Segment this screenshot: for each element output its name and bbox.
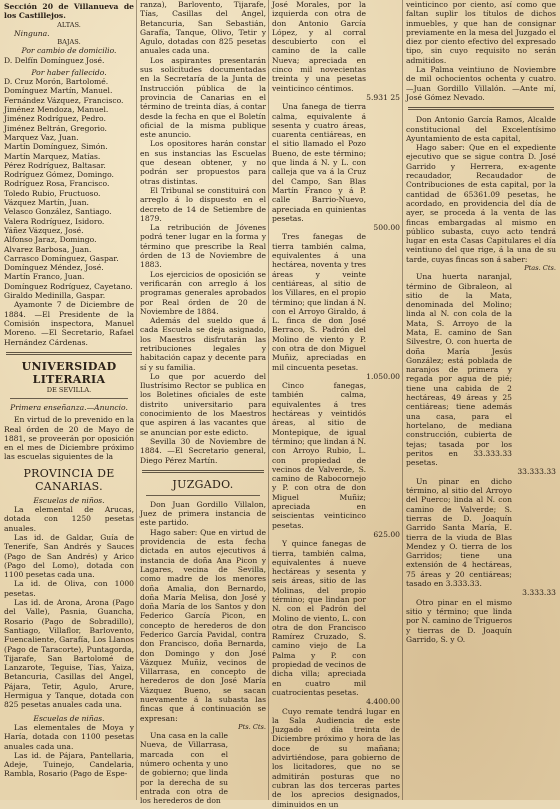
fallecido-name: Rodríguez Gómez, Domingo. — [4, 170, 114, 180]
fallecido-name: Carrasco Domínguez, Gaspar. — [4, 253, 119, 263]
altas-heading: ALTAS. — [57, 20, 81, 29]
column-rule — [136, 0, 137, 800]
fallecido-name: D. Cruz Morón, Bartolomé. — [4, 77, 109, 87]
divider — [146, 495, 260, 496]
paragraph: Además del sueldo que á cada Escuela se deja asignado, los Maestros disfrutarán las retribuciones legales y habitación capaz y decente para sí y su familia. — [140, 316, 266, 372]
divider — [408, 107, 554, 110]
column-4 — [406, 0, 556, 800]
paragraph: ranza), Barlovento, Tijarafe, Tías, Casillas del Angel, Betancuria, San Sebastián, Garafía, Tanque, Olivo, Tetir y Agulo, dotadas con 825 pesetas anuales cada una. — [140, 0, 266, 56]
paragraph: La Palma veintiuno de Noviembre de mil ochocientos ochenta y cuatro. —Juan Gordillo Villalón. —Ante mí, José Gómez Nevado. — [406, 65, 556, 102]
column-1 — [4, 0, 134, 800]
paragraph: José Morales, por la izquierda con otra de don Antonio García López, y al corral descubierto con el camino de la calle Nueva; apreciada en cinco mil novecientas treinta y una pesetas veinticinco céntimos. — [272, 0, 366, 93]
fallecido-name: Toledo Rubio, Fructuoso. — [4, 188, 101, 198]
paragraph: Tres fanegas de tierra también calma, equivalentes á una hectárea, noventa y tres áreas y veinte centiáreas, al sitio de los Villares, en el propio término; que lindan á N. con el Arroyo Giraldo, á L. finca de don José Berraco, S. Padrón del Molino de viento y P. con otra de don Miguel Muñiz, apreciadas en mil cincuenta pesetas. — [272, 232, 366, 372]
column-rule — [268, 0, 269, 800]
paragraph: Los aspirantes presentarán sus solicitudes documentadas en la Secretaría de la Junta de Instrucción pública de la provincia de Canarias en el término de treinta días, á contar desde la fecha en que el Boletín oficial de la misma publique este anuncio. — [140, 55, 266, 140]
paragraph: Lo que por acuerdo del Ilustrísimo Rector se publica en los Boletines oficiales de este distrito universitario para conocimiento de los Maestros que aspiren á las vacantes que se anuncian por este edicto. — [140, 371, 266, 437]
fallecido-name: Martín Domínguez, Simón. — [4, 142, 108, 152]
university-subtitle: Primera enseñanza.—Anuncio. — [10, 403, 128, 412]
divider — [10, 398, 128, 399]
amount: 500.00 — [373, 223, 400, 233]
paragraph: Una fanega de tierra calma, equivalente á sesenta y cuatro áreas, cuarenta centiáreas, en el sitio llamado el Pozo Bueno, de este término; que linda á N. y L. con calleja que va á la Cruz del Campo, San Blas Martín Franco y á P. calle Barrio-Nuevo, apreciada en quinientas pesetas. — [272, 102, 366, 223]
fallecido-name: Jiménez Rodríguez, Pedro. — [4, 114, 106, 124]
paragraph: Cuyo remate tendrá lugar en la Sala Audiencia de este Juzgado el día treinta de Diciembre próximo y hora de las doce de su mañana; advirtiéndose, para gobierno de los licitadores, que no se admitirán posturas que no cubran las dos terceras partes de los aprecios designados, diminuidos en un — [272, 706, 400, 809]
column-3 — [272, 0, 400, 809]
paragraph: Hago saber: Que en virtud de providencia de esta fecha dictada en autos ejecutivos á instancia de doña Ana Picon y Lagares, vecina de Sevilla, como madre de los menores doña Amalia, don Bernardo, doña María Melisa, don José y doña María de los Santos y don Federico García Picon, en concepto de herederos de don Federico García Pavidal, contra don Francisco, doña Bernarda, don Domingo y don José Vázquez Muñiz, vecinos de Villarrasa, en concepto de herederos de don José María Vázquez Bueno, se sacan nuevamente á la subasta las fincas que á continuación se expresan: — [140, 527, 266, 723]
university-title: UNIVERSIDAD LITERARIA — [21, 359, 117, 386]
paragraph: Don Antonio García Ramos, Alcalde constitucional del Excelentísimo Ayuntamiento de esta capital, — [406, 115, 556, 143]
paragraph: Una huerta naranjal, término de Gibraleon, al sitio de la Mata, denominada del Molino; linda al N. con cola de la Mata, S. Arroyo de la Mata, E. camino de San Silvestre, O. con huerta de doña María Jesús González; está poblada de naranjos de primera y regada por agua de pié; tiene una cabida de 2 hectáreas, 49 áreas y 25 centiáreas; tiene además una casa, para el hortelano, de mediana construcción, cubierta de tejas; tasada por los peritos en 33.333.33 pesetas. — [406, 272, 512, 468]
paragraph: Una casa en la calle Nueva, de Villarrasa, marcada con el número ochenta y uno de gobierno; que linda por la derecha de su entrada con otra de los herederos de don — [140, 731, 228, 806]
fallecido-name: Fernández Vázquez, Francisco. — [4, 95, 124, 105]
school-item: La elemental de Arucas, dotada con 1250 pesetas anuales. — [4, 505, 134, 533]
fallecido-reason: Por haber fallecido. — [31, 67, 107, 77]
ninos-heading: Escuelas de niños. — [33, 495, 105, 505]
fallecido-name: Domínguez Méndez, José. — [4, 263, 104, 273]
amount: 3.333.33 — [522, 588, 556, 598]
divider — [142, 470, 264, 473]
amount: 5.931 25 — [366, 92, 400, 102]
fallecido-name: Jiménez Beltrán, Gregorio. — [4, 123, 107, 133]
ninas-heading: Escuelas de niñas. — [33, 713, 105, 723]
paragraph: El Tribunal se constituirá con arreglo á lo dispuesto en el decreto de 14 de Setiembre de 1879. — [140, 185, 266, 223]
bajas-heading: BAJAS. — [57, 38, 81, 47]
school-item: Las id. de Galdar, Guía de Tenerife, San Andrés y Sauces (Pago de San Andrés) y Arico (Pago del Lomo), dotada con 1100 pesetas cada una. — [4, 532, 134, 580]
fallecido-name: Vázquez Martín, Juan. — [4, 198, 89, 208]
fallecidos-list — [4, 77, 134, 300]
fallecido-name: Marquez Vaz, Juan. — [4, 132, 79, 142]
bajas-reason: Por cambio de domicilio. — [21, 46, 117, 56]
amount: 1.050.00 — [366, 371, 400, 381]
school-item: Las id. de Arona, Arona (Pago del Valle), Pasnia, Guancha, Rosario (Pago de Sobradillo), Santiago, Villaflor, Barlovento, Fuencaliente, Garafía, Los Llanos (Pago de Taracorte), Puntagorda, Tijarafe, San Bartolomé de Lanzarote, Teguise, Tías, Yaiza, Betancuria, Casillas del Angel, Pájara, Tetir, Agulo, Arure, Hermigua y Tanque, dotada con 825 pesetas anuales cada una. — [4, 598, 134, 710]
paragraph: Un pinar en dicho término, al sitio del Arroyo del Puerco; linda al N. con camino de Valverde; S. tierras de D. Joaquín Garrido Santa María, E. tierra de la viuda de Blas Mendez y O. tierra de los Garridos; tiene una extensión de 4 hectáreas, 75 áreas y 20 centiáreas; tasado en 3.333.33. — [406, 476, 512, 589]
fallecido-name: Martín Marquez, Matías. — [4, 151, 101, 161]
column-rule — [402, 0, 403, 800]
amount: 625.00 — [373, 529, 400, 539]
juzgado-title: JUZGADO. — [172, 477, 234, 491]
university-body: En virtud de lo prevenido en la Real órden de 20 de Mayo de 1881, se proveerán por oposición en el mes de Diciembre próximo las escuelas siguientes de la — [4, 415, 134, 462]
paragraph: Los opositores harán constar en sus instancias las Escuelas que desean obtener, y no podrán ser propuestos para otras distintas. — [140, 139, 266, 186]
amount: 4.400.00 — [366, 697, 400, 707]
paragraph: veinticinco por ciento, así como que faltan suplir los títulos de dichos inmuebles, y que han de consignar previamente en la mesa del Juzgado el diez por ciento efectivo del expresado tipo, sin cuyo requisito no serán admitidos. — [406, 0, 556, 65]
fallecido-name: Alvarez Barbosa, Juan. — [4, 244, 92, 254]
paragraph: Don Juan Gordillo Villalon, Juez de primera instancia de este partido. — [140, 499, 266, 528]
ninos-list — [4, 505, 134, 710]
paragraph: Hago saber: Que en el expediente ejecutivo que se sigue contra D. José Garrido y Herrera, ex-agente recaudador, Recaudador de Contribuciones de esta capital, por la cantidad de 65361.09 pesetas, he acordado, en providencia del día de ayer, se proceda á la venta de las fincas embargadas al mismo en público subasta, cuyo acto tendrá lugar en esta Casas Capitulares el día veintiuno del que rige, á la una de su tarde, cuyas fincas son á saber: — [406, 143, 556, 264]
fallecido-name: Pérez Rodríguez, Baltasar. — [4, 160, 106, 170]
paragraph: Otro pinar en el mismo sitio y término; que linda por N. camino de Trigueros y tierras de D. Joaquín Garrido, S. y O. — [406, 597, 512, 644]
fallecido-name: Domínguez Rodríguez, Cayetano. — [4, 281, 133, 291]
closing-text: Ayamonte 7 de Diciembre de 1884. —El Presidente de la Comisión inspectora, Manuel Moreno. —El Secretario, Rafael Hernández Cárdenas. — [4, 300, 134, 347]
fallecido-name: Jiménez Mendoza, Manuel. — [4, 105, 109, 115]
fallecido-name: Domínguez Martín, Manuel. — [4, 86, 113, 96]
ninas-list — [4, 723, 134, 779]
bajas-name: D. Delfín Domínguez José. — [4, 55, 105, 65]
school-item: Las elementales de Moya y Haría, dotada con 1100 pesetas anuales cada una. — [4, 722, 134, 751]
fallecido-name: Velasco González, Santiago. — [4, 207, 112, 217]
province-title: PROVINCIA DE CANARIAS. — [23, 466, 115, 493]
section-heading: Sección 20 de Villanueva de los Castillejos. — [4, 2, 134, 21]
paragraph: Cinco fanegas, también calma, equivalentes á tres hectáreas y veintidós áreas, al sitio de Montepique, de igual término; que lindan á N. con Arroyo Rubio, L. con propiedad de vecinos de Valverde, S. camino de Rabocornejo y P. con otra de don Miguel Muñiz; apreciada en seiscientas veinticinco pesetas. — [272, 381, 366, 530]
currency-header: Pts. Cts. — [238, 722, 266, 731]
column-2 — [140, 0, 266, 806]
closing-text: Sevilla 30 de Noviembre de 1884. —El Secretario general, Diego Pérez Martín. — [140, 436, 266, 465]
fallecido-name: Martín Franco, Juan. — [4, 272, 85, 282]
amount: 33.333.33 — [517, 467, 556, 477]
currency-header: Ptas. Cts. — [524, 264, 556, 273]
divider — [6, 352, 132, 355]
university-city: DE SEVILLA. — [46, 385, 92, 394]
altas-text: Ninguna. — [14, 28, 50, 38]
fallecido-name: Yáñez Vázquez, José. — [4, 225, 84, 235]
paragraph: Y quince fanegas de tierra, también calma, equivalentes á nueve hectáreas y sesenta y seis áreas, sitio de las Molinas, del propio término; que lindan por N. con el Padrón del Molino de viento, L. con otra de don Francisco Ramírez Cruzado, S. camino viejo de La Palma y P. con propiedad de vecinos de dicha villa; apreciada en cuatro mil cuatrocientas pesetas. — [272, 539, 366, 697]
school-item: La id. de Oliva, con 1000 pesetas. — [4, 579, 134, 598]
fallecido-name: Valera Rodríguez, Isidoro. — [4, 216, 105, 226]
fallecido-name: Alfonso Jaraz, Domingo. — [4, 235, 97, 245]
paragraph: La retribución de Jóvenes podrá tener lugar en la forma y término que prescribe la Real órden de 13 de Noviembre de 1883. — [140, 223, 266, 270]
fallecido-name: Rodríguez Rosa, Francisco. — [4, 179, 110, 189]
school-item: Las id. de Pájara, Pantellaria, Adeje, Tuinejo, Candelaria, Rambla, Rosario (Pago de Espe- — [4, 750, 134, 779]
fallecido-name: Giraldo Medinilla, Gaspar. — [4, 291, 106, 301]
paragraph: Los ejercicios de oposición se verificarán con arreglo á los programas generales aprobados por Real órden de 20 de Noviembre de 1884. — [140, 269, 266, 316]
